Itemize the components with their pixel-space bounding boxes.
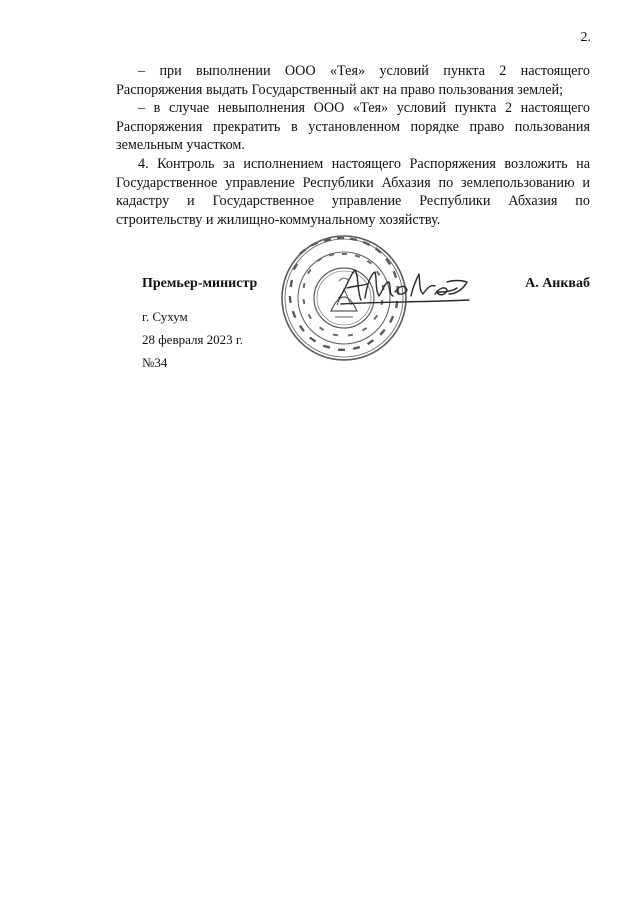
document-body	[116, 62, 590, 229]
paragraph-issue-act: – при выполнении ООО «Тея» условий пункта 2 настоящего Распоряжения выдать Государственный акт на право пользования землей;	[116, 63, 590, 98]
paragraph-terminate-right: – в случае невыполнения ООО «Тея» условий пункта 2 настоящего Распоряжения прекратить в установленном порядке право пользования земельным участком.	[116, 100, 590, 154]
issue-place: г. Сухум	[142, 309, 188, 324]
signer-title: Премьер-министр	[142, 276, 258, 291]
issue-date: 28 февраля 2023 г.	[142, 332, 244, 347]
paragraph-control: 4. Контроль за исполнением настоящего Распоряжения возложить на Государственное управление Республики Абхазия по землепользованию и кадастру и Государственное управление Республики Абхазия по строительству и жилищно-коммунальному хозяйству.	[116, 155, 590, 228]
page-number: 2.	[580, 30, 591, 45]
signature-row	[142, 276, 590, 296]
signer-name: А. Анкваб	[525, 276, 590, 291]
signature-block	[142, 276, 590, 374]
document-number: №34	[142, 355, 168, 370]
